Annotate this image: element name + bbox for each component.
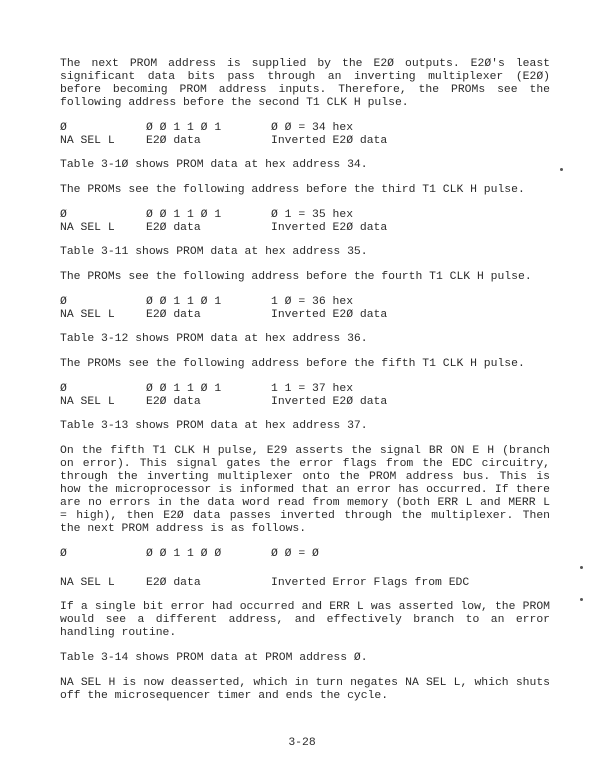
- paragraph: The next PROM address is supplied by the E2Ø outputs. E2Ø's least significant data bits pass through an inverting multiplexer (E2Ø) before becoming PROM address inputs. Therefore, the PROMs see the following address before the second T1 CLK H pulse.: [60, 58, 550, 109]
- scan-speck: [580, 566, 583, 569]
- address-block: Ø Ø Ø 1 1 Ø 1 1 Ø = 36 hex NA SEL L E2Ø data Inverted E2Ø data: [60, 296, 388, 321]
- address-block: Ø Ø Ø 1 1 Ø 1 Ø Ø = 34 hex NA SEL L E2Ø data Inverted E2Ø data: [60, 122, 388, 147]
- paragraph: If a single bit error had occurred and ERR L was asserted low, the PROM would see a different address, and effectively branch to an error handling routine.: [60, 601, 550, 639]
- address-values: Ø Ø Ø 1 1 Ø Ø Ø Ø = Ø: [60, 548, 319, 560]
- paragraph: Table 3-1Ø shows PROM data at hex address 34.: [60, 159, 368, 171]
- paragraph: Table 3-12 shows PROM data at hex address 36.: [60, 333, 368, 345]
- paragraph: The PROMs see the following address before the fifth T1 CLK H pulse.: [60, 358, 525, 370]
- address-labels: NA SEL L E2Ø data Inverted Error Flags from EDC: [60, 577, 470, 589]
- paragraph: The PROMs see the following address before the fourth T1 CLK H pulse.: [60, 271, 532, 283]
- paragraph: Table 3-13 shows PROM data at hex address 37.: [60, 420, 368, 432]
- paragraph: Table 3-11 shows PROM data at hex address 35.: [60, 246, 368, 258]
- paragraph: The PROMs see the following address before the third T1 CLK H pulse.: [60, 184, 525, 196]
- paragraph: Table 3-14 shows PROM data at PROM address Ø.: [60, 652, 368, 664]
- page-number: 3-28: [288, 737, 316, 749]
- paragraph: On the fifth T1 CLK H pulse, E29 asserts the signal BR ON E H (branch on error). This signal gates the error flags from the EDC circuitry, through the inverting multiplexer onto the PROM address bus. This is how the microprocessor is informed that an error has occurred. If there are no errors in the data word read from memory (both ERR L and MERR L = high), then E2Ø data passes inverted through the multiplexer. Then the next PROM address is as follows.: [60, 445, 550, 535]
- document-body: [60, 58, 550, 715]
- scan-speck: [560, 168, 563, 171]
- address-block: Ø Ø Ø 1 1 Ø 1 1 1 = 37 hex NA SEL L E2Ø data Inverted E2Ø data: [60, 383, 388, 408]
- paragraph: NA SEL H is now deasserted, which in turn negates NA SEL L, which shuts off the microsequencer timer and ends the cycle.: [60, 677, 550, 702]
- address-block: Ø Ø Ø 1 1 Ø 1 Ø 1 = 35 hex NA SEL L E2Ø data Inverted E2Ø data: [60, 209, 388, 234]
- scan-speck: [580, 598, 583, 601]
